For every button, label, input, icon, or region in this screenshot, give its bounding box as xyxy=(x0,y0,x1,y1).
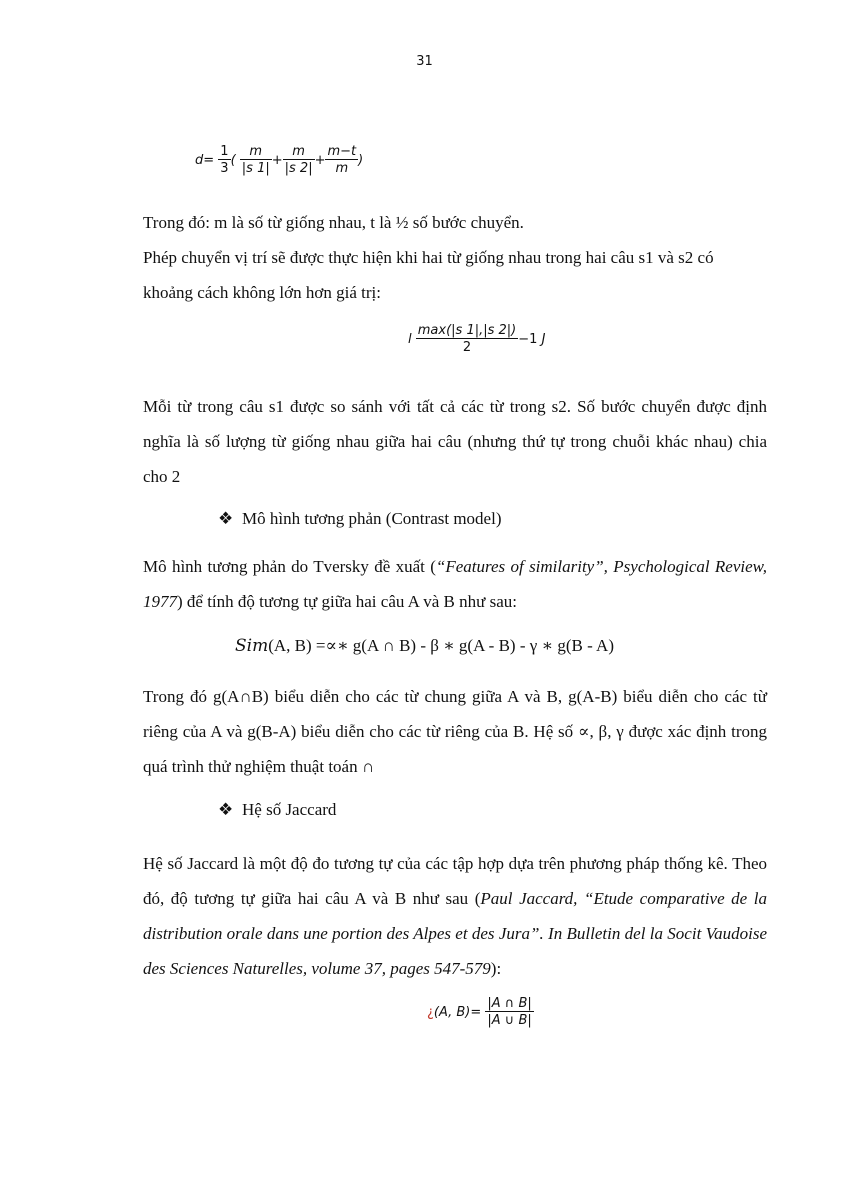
paragraph-tversky: Mô hình tương phản do Tversky đề xuất (“Features of similarity”, Psychological Review, 1977) để tính độ tương tự giữa hai câu A và B như sau: xyxy=(143,557,767,611)
bullet-jaccard xyxy=(218,800,336,820)
bullet-jaccard-label: Hệ số Jaccard xyxy=(242,800,337,819)
eq1-coef-fraction: $\frac{1}{3}$ xyxy=(220,144,229,176)
sim-function-name: Sim xyxy=(235,636,269,656)
paragraph-jaccard: Hệ số Jaccard là một độ đo tương tự của các tập hợp dựa trên phương pháp thống kê. Theo đó, độ tương tự giữa hai câu A và B như sau (Paul Jaccard, “Etude comparative de la distribution orale dans une portion des Alpes et des Jura”. In Bulletin del la Socit Vaudoise des Sciences Naturelles, volume 37, pages 547-579): xyxy=(143,854,767,978)
bullet-contrast-model-label: Mô hình tương phản (Contrast model) xyxy=(242,509,502,528)
equation-similarity xyxy=(0,636,849,656)
diamond-bullet-icon: ❖ xyxy=(218,509,234,528)
eq1-fraction-3: $\frac{m-t}{m}$ xyxy=(327,144,357,176)
paragraph-transposition: Phép chuyển vị trí sẽ được thực hiện khi hai từ giống nhau trong hai câu s1 và s2 có khoảng cách không lớn hơn giá trị: xyxy=(143,248,714,302)
eq2-fraction: $\frac{\max(|s 1|,|s 2|)}{2}$ xyxy=(417,323,517,355)
eq1-lhs: d= xyxy=(195,153,215,168)
sim-function-body: (A, B) =∝∗ g(A ∩ B) - β ∗ g(A - B) - γ ∗ g(B - A) xyxy=(268,636,614,655)
citation-tversky: “Features of similarity”, Psychological Review, 1977 xyxy=(143,557,767,611)
equation-max-distance: l $\frac{\max(|s 1|,|s 2|)}{2}$ −1 J xyxy=(408,323,546,355)
paragraph-definition: Trong đó: m là số từ giống nhau, t là ½ số bước chuyển. xyxy=(143,213,524,232)
eq1-fraction-2: $\frac{m}{|s 2|}$ xyxy=(284,144,313,176)
equation-jaccard: ¿(A, B)= $\frac{|A \cap B|}{|A \cup B|}$ xyxy=(427,996,532,1028)
paragraph-contrast-explanation: Trong đó g(A∩B) biểu diễn cho các từ chung giữa A và B, g(A-B) biểu diễn cho các từ riêng của A và g(B-A) biểu diễn cho các từ riêng của B. Hệ số ∝, β, γ được xác định trong quá trình thử nghiệm thuật toán ∩ xyxy=(143,687,767,776)
diamond-bullet-icon: ❖ xyxy=(218,800,234,819)
equation-distance: d= $\frac{1}{3}$ ( $\frac{m}{|s 1|}$ + $\frac{m}{|s 2|}$ + $\frac{m-t}{m}$ ) xyxy=(195,144,364,176)
eq4-prefix: ¿ xyxy=(427,1005,434,1020)
bullet-contrast-model xyxy=(218,509,501,529)
paragraph-comparison: Mỗi từ trong câu s1 được so sánh với tất cả các từ trong s2. Số bước chuyển được định nghĩa là số lượng từ giống nhau giữa hai câu (nhưng thứ tự trong chuỗi khác nhau) chia cho 2 xyxy=(143,397,767,486)
eq4-fraction: $\frac{|A \cap B|}{|A \cup B|}$ xyxy=(487,996,532,1028)
eq1-fraction-1: $\frac{m}{|s 1|}$ xyxy=(241,144,270,176)
page-number: 31 xyxy=(416,54,433,69)
citation-jaccard: Paul Jaccard, “Etude comparative de la distribution orale dans une portion des Alpes et des Jura”. In Bulletin del la Socit Vaudoise des Sciences Naturelles, volume 37, pages 547-579 xyxy=(143,889,767,978)
